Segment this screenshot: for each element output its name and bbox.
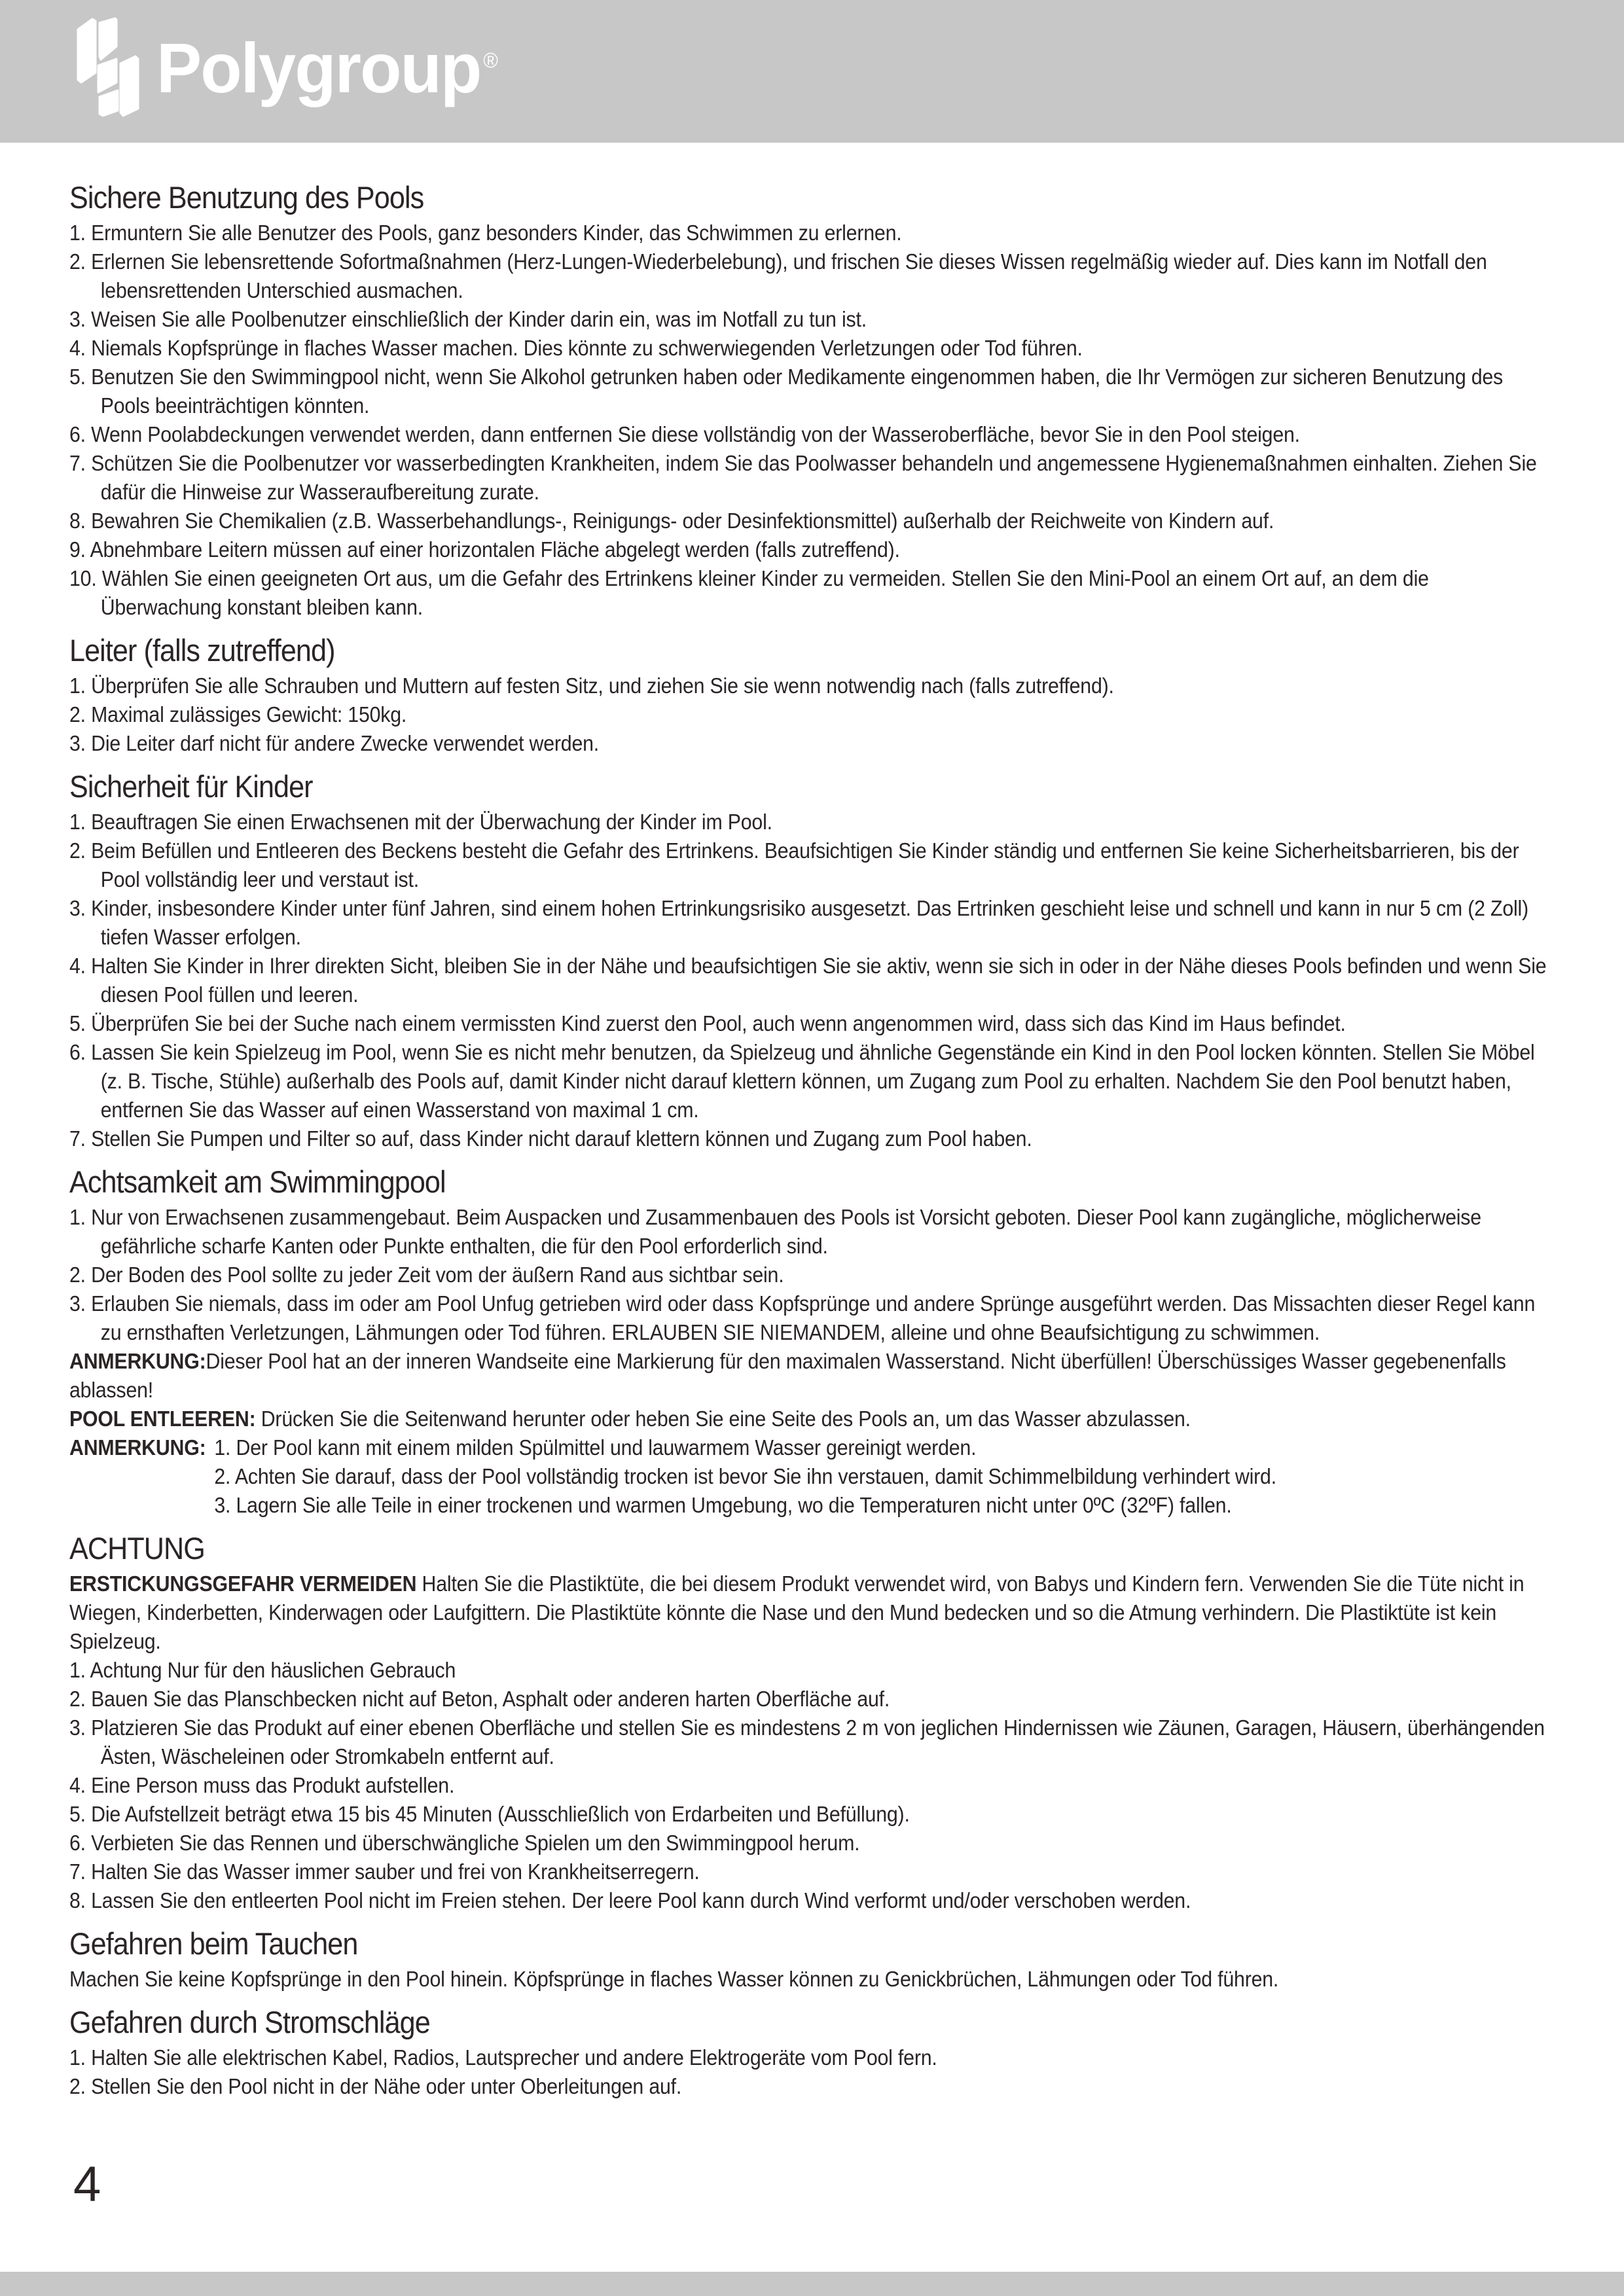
note-list (69, 1433, 1553, 1520)
warning-label: ERSTICKUNGSGEFAHR VERMEIDEN (69, 1571, 417, 1596)
registered-trademark-symbol: ® (483, 48, 498, 72)
note-label: ANMERKUNG: (69, 1349, 206, 1373)
section-heading: Sicherheit für Kinder (69, 769, 313, 804)
note-label: ANMERKUNG: (69, 1435, 206, 1460)
section-pool-mindfulness (69, 1166, 1553, 1520)
header-bar (0, 0, 1624, 143)
list-item: 1. Halten Sie alle elektrischen Kabel, Radios, Lautsprecher und andere Elektrogeräte vom Pool fern. (69, 2045, 937, 2070)
list-item: 1. Nur von Erwachsenen zusammengebaut. Beim Auspacken und Zusammenbauen des Pools ist Vorsicht geboten. Dieser Pool kann zugängliche, möglicherweise gefährliche scharfe Kanten oder Punkte enthalten, die für den Pool erforderlich sind. (69, 1205, 1481, 1258)
brand-name-text: Polygroup (156, 28, 481, 107)
list-item: 2. Maximal zulässiges Gewicht: 150kg. (69, 702, 407, 726)
list-item: 2. Beim Befüllen und Entleeren des Beckens besteht die Gefahr des Ertrinkens. Beaufsichtigen Sie Kinder ständig und entfernen Sie keine Sicherheitsbarrieren, bis der Pool vollständig leer und verstaut ist. (69, 838, 1519, 891)
note-item: 3. Lagern Sie alle Teile in einer trockenen und warmen Umgebung, wo die Temperaturen nicht unter 0ºC (32ºF) fallen. (214, 1493, 1232, 1517)
section-ladder (69, 635, 1553, 758)
list-item: 2. Der Boden des Pool sollte zu jeder Zeit vom der äußern Rand aus sichtbar sein. (69, 1263, 784, 1287)
list-item: 7. Stellen Sie Pumpen und Filter so auf, dass Kinder nicht darauf klettern können und Zugang zum Pool haben. (69, 1126, 1032, 1151)
list-item: 10. Wählen Sie einen geeigneten Ort aus, um die Gefahr des Ertrinkens kleiner Kinder zu vermeiden. Stellen Sie den Mini-Pool an einem Ort auf, an dem die Überwachung konstant bleiben kann. (69, 566, 1429, 619)
list-item: 3. Weisen Sie alle Poolbenutzer einschließlich der Kinder darin ein, was im Notfall zu tun ist. (69, 307, 867, 331)
section-caution (69, 1533, 1553, 1915)
list-item: 1. Beauftragen Sie einen Erwachsenen mit der Überwachung der Kinder im Pool. (69, 810, 772, 834)
suffocation-warning-paragraph (69, 1570, 1553, 1656)
list-item: 4. Niemals Kopfsprünge in flaches Wasser machen. Dies könnte zu schwerwiegenden Verletzungen oder Tod führen. (69, 336, 1083, 360)
footer-bar (0, 2272, 1624, 2296)
list-item: 3. Die Leiter darf nicht für andere Zwecke verwendet werden. (69, 731, 600, 755)
list-item: 2. Bauen Sie das Planschbecken nicht auf Beton, Asphalt oder anderen harten Oberfläche auf. (69, 1687, 890, 1711)
drain-label: POOL ENTLEEREN: (69, 1407, 256, 1431)
note-item: 2. Achten Sie darauf, dass der Pool vollständig trocken ist bevor Sie ihn verstauen, damit Schimmelbildung verhindert wird. (214, 1464, 1276, 1488)
note-paragraph (69, 1347, 1553, 1405)
section-diving-hazards (69, 1928, 1553, 1994)
warning-text: Halten Sie die Plastiktüte, die bei diesem Produkt verwendet wird, von Babys und Kindern fern. Verwenden Sie die Tüte nicht in Wiegen, Kinderbetten, Kinderwagen oder Laufgittern. Die Plastiktüte könnte die Nase und den Mund bedecken und so die Atmung verhindern. Die Plastiktüte ist kein Spielzeug. (69, 1571, 1525, 1653)
section-heading: Leiter (falls zutreffend) (69, 633, 335, 668)
drain-paragraph (69, 1405, 1553, 1433)
paragraph: Machen Sie keine Kopfsprünge in den Pool hinein. Köpfsprünge in flaches Wasser können zu Genickbrüchen, Lähmungen oder Tod führen. (69, 1967, 1279, 1991)
section-heading: Achtsamkeit am Swimmingpool (69, 1164, 446, 1199)
note-item: 1. Der Pool kann mit einem milden Spülmittel und lauwarmem Wasser gereinigt werden. (214, 1435, 977, 1460)
note-items (214, 1433, 1553, 1520)
list-item: 7. Halten Sie das Wasser immer sauber und frei von Krankheitserregern. (69, 1859, 700, 1884)
list-item: 8. Lassen Sie den entleerten Pool nicht im Freien stehen. Der leere Pool kann durch Wind verformt und/oder verschoben werden. (69, 1888, 1191, 1912)
page-content (69, 182, 1553, 2101)
section-heading: Gefahren beim Tauchen (69, 1926, 358, 1961)
section-safe-pool-use (69, 182, 1553, 622)
list-item: 1. Überprüfen Sie alle Schrauben und Muttern auf festen Sitz, und ziehen Sie sie wenn notwendig nach (falls zutreffend). (69, 673, 1114, 698)
list-item: 2. Stellen Sie den Pool nicht in der Nähe oder unter Oberleitungen auf. (69, 2074, 682, 2098)
note-text: Dieser Pool hat an der inneren Wandseite eine Markierung für den maximalen Wasserstand. Nicht überfüllen! Überschüssiges Wasser gegebenenfalls ablassen! (69, 1349, 1506, 1402)
list-item: 2. Erlernen Sie lebensrettende Sofortmaßnahmen (Herz-Lungen-Wiederbelebung), und frischen Sie dieses Wissen regelmäßig wieder auf. Dies kann im Notfall den lebensrettenden Unterschied ausmachen. (69, 249, 1487, 302)
list-item: 3. Kinder, insbesondere Kinder unter fünf Jahren, sind einem hohen Ertrinkungsrisiko ausgesetzt. Das Ertrinken geschieht leise und schnell und kann in nur 5 cm (2 Zoll) tiefen Wasser erfolgen. (69, 896, 1528, 949)
list-item: 3. Platzieren Sie das Produkt auf einer ebenen Oberfläche und stellen Sie es mindestens 2 m von jeglichen Hindernissen wie Zäunen, Garagen, Häusern, überhängenden Ästen, Wäscheleinen oder Stromkabeln entfernt auf. (69, 1715, 1545, 1768)
polygroup-logo (77, 17, 513, 118)
list-item: 5. Überprüfen Sie bei der Suche nach einem vermissten Kind zuerst den Pool, auch wenn angenommen wird, dass sich das Kind im Haus befindet. (69, 1011, 1346, 1035)
section-child-safety (69, 771, 1553, 1153)
list-item: 3. Erlauben Sie niemals, dass im oder am Pool Unfug getrieben wird oder dass Kopfsprünge und andere Sprünge ausgeführt werden. Das Missachten dieser Regel kann zu ernsthaften Verletzungen, Lähmungen oder Tod führen. ERLAUBEN SIE NIEMANDEM, alleine und ohne Beaufsichtigung zu schwimmen. (69, 1291, 1536, 1344)
list-item: 8. Bewahren Sie Chemikalien (z.B. Wasserbehandlungs-, Reinigungs- oder Desinfektionsmittel) außerhalb der Reichweite von Kindern auf. (69, 509, 1274, 533)
page-number: 4 (73, 2157, 101, 2212)
list-item: 6. Verbieten Sie das Rennen und überschwängliche Spielen um den Swimmingpool herum. (69, 1831, 860, 1855)
drain-text: Drücken Sie die Seitenwand herunter oder heben Sie eine Seite des Pools an, um das Wasser abzulassen. (255, 1407, 1191, 1431)
list-item: 1. Ermuntern Sie alle Benutzer des Pools, ganz besonders Kinder, das Schwimmen zu erlernen. (69, 221, 902, 245)
polygroup-logo-icon (77, 17, 139, 118)
section-heading: Sichere Benutzung des Pools (69, 180, 424, 215)
list-item: 5. Die Aufstellzeit beträgt etwa 15 bis 45 Minuten (Ausschließlich von Erdarbeiten und Befüllung). (69, 1802, 910, 1826)
section-heading: Gefahren durch Stromschläge (69, 2005, 430, 2039)
list-item: 4. Halten Sie Kinder in Ihrer direkten Sicht, bleiben Sie in der Nähe und beaufsichtigen Sie sie aktiv, wenn sie sich in oder in der Nähe dieses Pools befinden und wenn Sie diesen Pool füllen und leeren. (69, 954, 1547, 1007)
brand-name (156, 25, 498, 107)
list-item: 5. Benutzen Sie den Swimmingpool nicht, wenn Sie Alkohol getrunken haben oder Medikamente eingenommen haben, die Ihr Vermögen zur sicheren Benutzung des Pools beeinträchtigen könnten. (69, 365, 1504, 418)
section-electric-shock-hazards (69, 2007, 1553, 2101)
list-item: 6. Lassen Sie kein Spielzeug im Pool, wenn Sie es nicht mehr benutzen, da Spielzeug und ähnliche Gegenstände ein Kind in den Pool locken könnten. Stellen Sie Möbel (z. B. Tische, Stühle) außerhalb des Pools auf, damit Kinder nicht darauf klettern können, um Zugang zum Pool zu erhalten. Nachdem Sie den Pool benutzt haben, entfernen Sie das Wasser auf einen Wasserstand von maximal 1 cm. (69, 1040, 1535, 1122)
list-item: 1. Achtung Nur für den häuslichen Gebrauch (69, 1658, 456, 1682)
list-item: 7. Schützen Sie die Poolbenutzer vor wasserbedingten Krankheiten, indem Sie das Poolwasser behandeln und angemessene Hygienemaßnahmen einhalten. Ziehen Sie dafür die Hinweise zur Wasseraufbereitung zurate. (69, 451, 1537, 504)
list-item: 6. Wenn Poolabdeckungen verwendet werden, dann entfernen Sie diese vollständig von der Wasseroberfläche, bevor Sie in den Pool steigen. (69, 422, 1300, 446)
list-item: 9. Abnehmbare Leitern müssen auf einer horizontalen Fläche abgelegt werden (falls zutreffend). (69, 537, 900, 562)
section-heading: ACHTUNG (69, 1531, 205, 1566)
list-item: 4. Eine Person muss das Produkt aufstellen. (69, 1773, 455, 1797)
